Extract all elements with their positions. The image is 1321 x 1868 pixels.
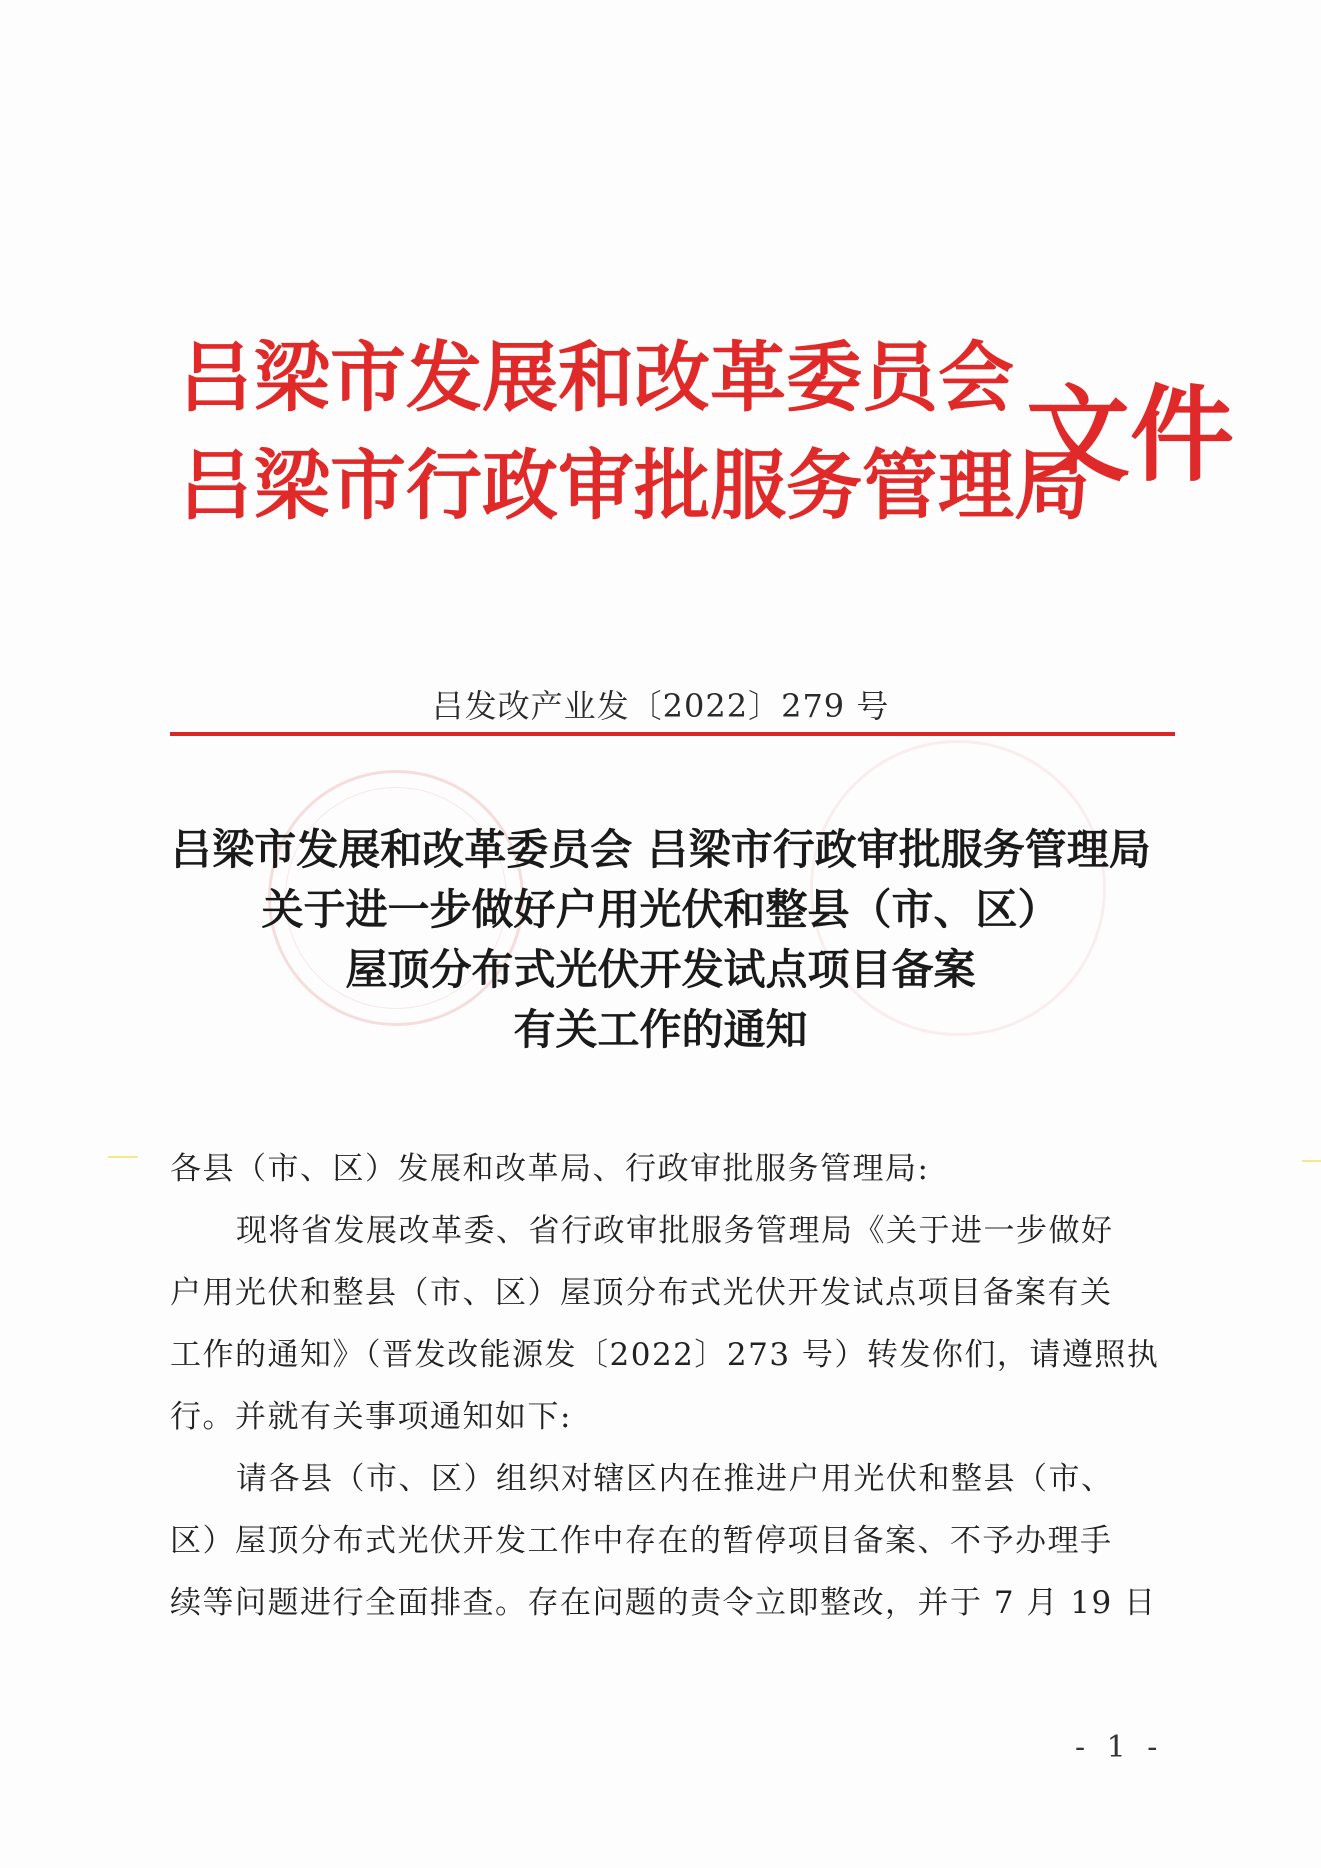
paragraph [170,1200,1170,1448]
paragraph [170,1448,1170,1634]
document-body [170,1138,1170,1634]
document-number: 吕发改产业发〔2022〕279 号 [431,687,890,725]
document-title [0,820,1321,1060]
paragraph-line: 工作的通知》（晋发改能源发〔2022〕273 号）转发你们，请遵照执 [170,1337,1160,1373]
paragraph-line: 行。并就有关事项通知如下: [170,1399,572,1435]
salutation: 各县（市、区）发展和改革局、行政审批服务管理局: [170,1151,930,1187]
title-line: 关于进一步做好户用光伏和整县（市、区） [261,885,1060,934]
paragraph-line: 户用光伏和整县（市、区）屋顶分布式光伏开发试点项目备案有关 [170,1275,1113,1311]
document-type-label: 文件 [1026,373,1235,496]
letterhead [178,330,1238,560]
scan-mark [1302,1160,1321,1162]
issuer-name: 吕梁市行政审批服务管理局 [178,441,1090,530]
paragraph-line: 现将省发展改革委、省行政审批服务管理局《关于进一步做好 [236,1213,1114,1249]
paragraph-line: 续等问题进行全面排查。存在问题的责令立即整改，并于 7 月 19 日 [170,1585,1157,1621]
page-number: - 1 - [1075,1730,1164,1765]
paragraph-line: 请各县（市、区）组织对辖区内在推进户用光伏和整县（市、 [236,1461,1114,1497]
scan-mark [108,1156,138,1158]
red-divider-line [170,732,1175,736]
title-line: 屋顶分布式光伏开发试点项目备案 [345,945,976,994]
paragraph-line: 区）屋顶分布式光伏开发工作中存在的暂停项目备案、不予办理手 [170,1523,1113,1559]
title-line: 有关工作的通知 [513,1005,808,1054]
title-line: 吕梁市发展和改革委员会 吕梁市行政审批服务管理局 [170,825,1151,874]
issuer-name: 吕梁市发展和改革委员会 [178,333,1014,422]
